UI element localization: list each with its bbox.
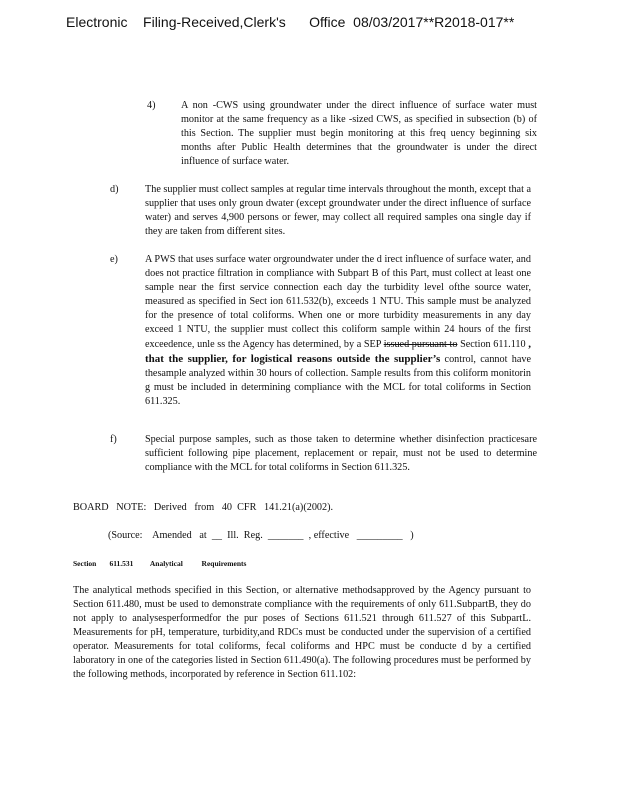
section-heading: Section 611.531 Analytical Requirements <box>73 559 247 568</box>
item-e-inserted-text: , that the supplier, for logistical reasons outside the supplier’s <box>145 338 531 365</box>
item-f-marker: f) <box>110 434 117 445</box>
item-e-text-mid: Section 611.110 <box>457 339 529 350</box>
item-e-marker: e) <box>110 254 118 265</box>
item-e-text <box>145 253 531 409</box>
item-f-text: Special purpose samples, such as those taken to determine whether disinfection practicesare sufficient following pipe placement, replacement or repair, must not be used to determine compliance with the MCL for total coliforms in Section 611.325. <box>145 434 537 473</box>
source-note: (Source: Amended at __ Ill. Reg. _______ , effective _________ ) <box>108 530 414 541</box>
filing-header: Electronic Filing-Received,Clerk's Office 08/03/2017**R2018-017** <box>66 14 515 30</box>
item-4-text: A non -CWS using groundwater under the direct influence of surface water must monitor at the same frequency as a like -sized CWS, as specified in subsection (b) of this Section. The supplier must begin monitoring at this freq uency beginning six months after Public Health determines that the groundwater is under the direct influence of surface water. <box>181 100 537 167</box>
section-body: The analytical methods specified in this Section, or alternative methodsapproved by the Agency pursuant to Section 611.480, must be used to demonstrate compliance with the requirements of only 611.SubpartB, they do not apply to analysesperformedfor the pur poses of Sections 611.521 through 611.527 of this SubpartL. Measurements for pH, temperature, turbidity,and RDCs must be conducted under the supervision of a certified operator. Measurements for total coliforms, fecal coliforms and HPC must be conducte d by a certified laboratory in one of the categories listed in Section 611.490(a). The following procedures must be performed by the following methods, incorporated by reference in Section 611.102: <box>73 585 531 680</box>
item-d-text: The supplier must collect samples at regular time intervals throughout the month, except that a supplier that uses only groun dwater (except groundwater under the direct influence of surface water) and serves 4,900 persons or fewer, may collect all required samples ona single day if they are taken from different sites. <box>145 184 531 237</box>
item-d-marker: d) <box>110 184 119 195</box>
item-4-marker: 4) <box>147 100 156 111</box>
item-e-text-before: A PWS that uses surface water orgroundwater under the d irect influence of surface water, and does not practice filtration in compliance with Subpart B of this Part, must collect at least one sample near the first service connection each day the turbidity level ofthe source water, measured as specified in Sect ion 611.532(b), exceeds 1 NTU. This sample must be analyzed for the presence of total coliforms. When one or more turbidity measurements in any day exceed 1 NTU, the supplier must collect this coliform sample within 24 hours of the first exceedence, unle ss the Agency has determined, by a SEP <box>145 254 531 350</box>
item-e-text-after: control, cannot have thesample analyzed within 30 hours of collection. Sample results from this coliform monitorin g must be included in determining compliance with the MCL for total coliforms in Section 611.325. <box>145 354 531 407</box>
board-note: BOARD NOTE: Derived from 40 CFR 141.21(a)(2002). <box>73 502 334 513</box>
item-e-struck-text: issued pursuant to <box>383 339 458 350</box>
